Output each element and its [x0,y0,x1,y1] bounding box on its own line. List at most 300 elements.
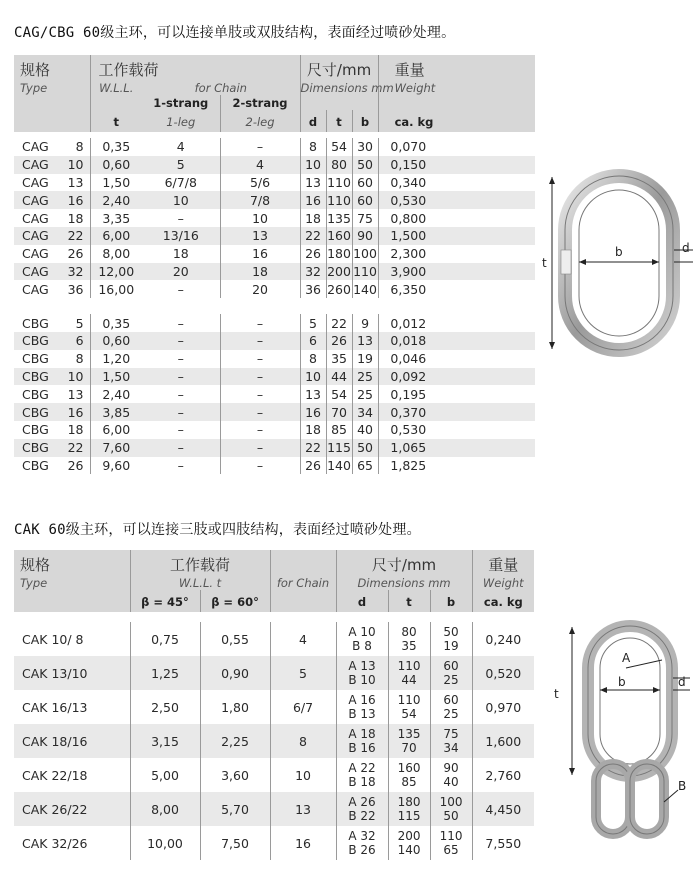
dim-b-value: 40 [352,421,378,439]
dim-t-value: 110 [327,192,351,208]
cag-ring-diagram [538,168,698,368]
dim-d-value: 16 [300,403,326,421]
leg2: 2-leg [245,114,275,129]
type-prefix: CAG [22,174,49,190]
dim-b-value: 30 [352,138,378,156]
weight-value: 0,800 [378,209,448,227]
wll-value: 0,35 [90,138,142,156]
type-prefix: CAG [22,246,49,262]
type-size: 6 [52,332,90,350]
wll-en: W.L.L. [99,81,134,95]
for-chain-value: 5 [270,656,336,690]
cak-weight-value: 1,600 [472,724,534,758]
type-size: 22 [52,439,90,457]
dim-b-pair [430,656,472,690]
chain-2leg: 13 [220,227,300,245]
dim-b-value: 50 [352,156,378,174]
type-prefix: CAG [14,263,52,281]
type-size: 8 [75,139,84,155]
for-chain-value: 6/7 [270,690,336,724]
cak-type: CAK 32/26 [22,835,88,851]
chain-1leg: – [177,386,184,402]
chain-1leg: – [177,422,184,438]
type-prefix: CAG [22,281,49,297]
wll-b45: 5,00 [130,758,200,792]
wll-value: 6,00 [90,421,142,439]
cak-weight-value: 2,760 [472,758,534,792]
wll-value: 6,00 [90,227,142,245]
unit-t: t [113,114,120,129]
cak-table [14,550,534,860]
dim-d-B: B 13 [348,707,376,721]
chain-2leg: 4 [220,156,300,174]
cak-wll-en: W.L.L. t [178,576,222,590]
dim-d-pair [336,792,388,826]
dim-t-pair [388,656,430,690]
dim-d-A: A 16 [348,693,376,707]
dim-d-A: A 13 [348,659,376,673]
weight-value: 1,500 [378,227,448,245]
weight-value: 1,825 [378,457,448,475]
weight-unit: ca. kg [394,114,434,129]
dim-b-value: 25 [352,368,378,386]
weight-value: 0,530 [378,191,448,209]
dim-b-B: 40 [443,775,459,789]
dim-b-value: 19 [352,350,378,368]
chain-2leg: 16 [220,245,300,263]
wll-b45: 2,50 [130,690,200,724]
dim-d-value: 18 [300,421,326,439]
chain-1leg: – [177,210,184,226]
chain-1leg: – [142,439,220,457]
dim-b-A: 100 [439,795,463,809]
dim-b-value: 50 [352,439,378,457]
dim-b-B: 25 [443,707,459,721]
chain-2leg: 20 [220,280,300,298]
table-row [14,314,535,332]
dim-b-A: 110 [439,829,463,843]
dim-d-pair [336,656,388,690]
dim-b-B: 50 [443,809,459,823]
table-row [14,245,535,263]
strang1: 1-strang [153,96,209,110]
dim-b-B: 19 [443,639,459,653]
wll-b60: 0,55 [200,622,270,656]
dim-b-B: 25 [443,673,459,687]
dim-b-pair [430,826,472,860]
wll-b60: 7,50 [200,826,270,860]
chain-1leg: – [177,457,184,473]
weight-en: Weight [394,81,436,95]
wll-value: 1,50 [90,368,142,386]
wll-value: 16,00 [90,280,142,298]
cak-dim-zh: 尺寸/mm [371,556,437,574]
cak-wll-zh: 工作载荷 [170,556,231,574]
for-chain-value: 4 [270,622,336,656]
table-row [14,227,535,245]
type-size: 26 [67,246,84,262]
spec-zh: 规格 [20,61,51,79]
cak-weight-value: 0,520 [472,656,534,690]
dim-b-A: 75 [443,727,459,741]
type-size: 18 [67,422,84,438]
dim-d-pair [336,690,388,724]
table-row [14,209,535,227]
cak-for-chain: for Chain [276,576,330,590]
chain-1leg: – [177,281,184,297]
type-prefix: CAG [14,191,52,209]
dim-t-pair [388,758,430,792]
wll-value: 9,60 [90,457,142,475]
type-prefix: CBG [22,386,49,402]
wll-zh: 工作载荷 [98,61,159,79]
type-size: 22 [52,227,90,245]
dim-t-A: 110 [397,659,421,673]
dim-d-value: 8 [300,138,326,156]
dim-d-pair [336,826,388,860]
dim-b-value: 65 [352,457,378,475]
wll-value: 2,40 [90,385,142,403]
dim-t-B: 115 [397,809,421,823]
wll-value: 12,00 [90,263,142,281]
cak-weight-value: 4,450 [472,792,534,826]
beta45: β = 45° [141,594,189,609]
type-prefix: CAG [14,156,52,174]
wll-b45: 10,00 [130,826,200,860]
weight-value: 0,150 [378,156,448,174]
chain-1leg: 18 [172,246,189,262]
dim-d-value: 16 [300,191,326,209]
type-size: 36 [67,281,84,297]
dim-d-pair [336,622,388,656]
type-size: 16 [52,403,90,421]
weight-value: 0,046 [378,350,448,368]
dim-en: Dimensions mm [300,81,394,95]
dim-d-value: 5 [300,314,326,332]
wll-b60: 5,70 [200,792,270,826]
weight-value: 0,018 [378,332,448,350]
table-row [14,385,535,403]
wll-value: 0,60 [90,156,142,174]
chain-2leg: – [220,457,300,475]
weight-value: 0,195 [378,385,448,403]
table-row [14,826,534,860]
type-size: 10 [52,156,90,174]
cak-spec-en: Type [20,576,48,590]
table-row [14,138,535,156]
weight-zh: 重量 [394,61,425,79]
label-d: d [682,241,690,255]
dim-b-A: 90 [443,761,459,775]
wll-value: 8,00 [90,245,142,263]
dim-d-A: A 18 [348,727,376,741]
dim-t-value: 160 [327,228,351,244]
dim-t-value: 180 [327,246,351,262]
section2-caption: CAK 60级主环，可以连接三肢或四肢结构，表面经过喷砂处理。 [14,522,421,538]
type-size: 18 [67,210,84,226]
dim-d-B: B 8 [352,639,372,653]
dim-b-pair [430,724,472,758]
dim-d-pair [336,724,388,758]
dim-b-pair [430,622,472,656]
beta60: β = 60° [211,594,259,609]
chain-2leg: – [220,385,300,403]
dim-b-value: 13 [352,332,378,350]
chain-1leg: – [142,368,220,386]
dim-b-pair [430,690,472,724]
dim-d-value: 26 [300,245,326,263]
chain-2leg: 10 [220,209,300,227]
section1-caption: CAG/CBG 60级主环，可以连接单肢或双肢结构，表面经过喷砂处理。 [14,25,456,41]
cak-dim-en: Dimensions mm [357,576,451,590]
wll-b45: 8,00 [130,792,200,826]
weight-value: 1,065 [378,439,448,457]
table-row [14,350,535,368]
dim-d-value: 22 [300,227,326,245]
dim-t-pair [388,622,430,656]
strang2: 2-strang [232,96,288,110]
dim-t-value: 140 [327,457,351,473]
dim-t-pair [388,826,430,860]
dim-b-value: 75 [352,209,378,227]
wll-b60: 2,25 [200,724,270,758]
chain-1leg: – [177,351,184,367]
for-chain: for Chain [194,81,247,95]
weight-value: 0,012 [378,314,448,332]
dim-t-value: 70 [326,403,352,421]
dim-t-pair [388,792,430,826]
cak-weight-value: 0,240 [472,622,534,656]
dim-b: b [360,114,370,129]
dim-d-B: B 18 [348,775,376,789]
type-prefix: CBG [22,351,49,367]
dim-t-value: 200 [327,263,351,279]
wll-b45: 1,25 [130,656,200,690]
type-size: 13 [67,386,84,402]
dim-t: t [336,114,342,129]
wll-value: 3,35 [90,209,142,227]
dim-t-A: 110 [397,693,421,707]
dim-d-value: 32 [300,263,326,281]
dim-t-value: 35 [326,350,352,368]
dim-t-A: 80 [401,625,417,639]
dim-t-value: 26 [326,332,352,350]
dim-d-value: 13 [300,385,326,403]
table-row [14,332,535,350]
leg1: 1-leg [166,114,196,129]
dim-t-pair [388,724,430,758]
type-prefix: CBG [14,368,52,386]
cak-weight-zh: 重量 [488,556,519,574]
chain-2leg: – [220,439,300,457]
chain-1leg: – [177,315,184,331]
chain-1leg: 5 [142,156,220,174]
cak-type: CAK 13/10 [14,656,130,690]
dim-d-B: B 26 [348,843,376,857]
dim-t-B: 85 [401,775,417,789]
chain-2leg: – [220,421,300,439]
chain-1leg: – [142,332,220,350]
cak-weight-unit: ca. kg [483,594,523,609]
dim-b-value: 60 [352,174,378,192]
wll-value: 3,85 [90,403,142,421]
table-row [14,174,535,192]
cak-type: CAK 26/22 [14,792,130,826]
wll-value: 0,60 [90,332,142,350]
weight-value: 3,900 [378,263,448,281]
weight-value: 0,370 [378,403,448,421]
type-prefix: CBG [22,457,49,473]
dim-b-pair [430,792,472,826]
dim-d-value: 36 [300,280,326,298]
chain-2leg: – [220,314,300,332]
dim-b-B: 65 [443,843,459,857]
for-chain-value: 8 [270,724,336,758]
dim-t-value: 54 [326,138,352,156]
chain-2leg: 18 [220,263,300,281]
dim-b-value: 9 [352,314,378,332]
type-prefix: CBG [14,403,52,421]
dim-t-value: 22 [326,314,352,332]
dim-d-A: A 32 [348,829,376,843]
dim-b-pair [430,758,472,792]
chain-1leg: – [142,403,220,421]
dim-t-B: 35 [401,639,417,653]
type-prefix: CAG [14,227,52,245]
wll-b60: 1,80 [200,690,270,724]
cak-dim-t: t [406,594,412,609]
spec-en: Type [20,81,48,95]
dim-b-value: 90 [352,227,378,245]
weight-value: 2,300 [378,245,448,263]
cak-type: CAK 10/ 8 [22,631,84,647]
table-row [14,263,535,281]
dim-b-B: 34 [443,741,459,755]
for-chain-value: 10 [270,758,336,792]
dim-t-value: 115 [327,440,351,456]
weight-value: 0,530 [378,421,448,439]
cak-label-t: t [554,687,559,701]
chain-1leg: 20 [142,263,220,281]
dim-d-B: B 10 [348,673,376,687]
dim-b-value: 25 [352,385,378,403]
type-size: 8 [75,351,84,367]
label-t: t [542,256,547,270]
chain-2leg: – [220,350,300,368]
cak-label-d: d [678,675,686,689]
dim-t-A: 135 [397,727,421,741]
dim-t-value: 85 [326,421,352,439]
dim-t-value: 260 [327,281,351,297]
weight-value: 0,340 [378,174,448,192]
dim-t-B: 140 [397,843,421,857]
cak-dim-b: b [446,594,456,609]
dim-d-value: 13 [300,174,326,192]
type-prefix: CBG [22,422,49,438]
chain-2leg: – [220,368,300,386]
dim-t-A: 180 [397,795,421,809]
for-chain-value: 16 [270,826,336,860]
dim-d-value: 22 [300,439,326,457]
cak-dim-d: d [357,594,367,609]
type-prefix: CBG [22,315,49,331]
dim-b-A: 60 [443,693,459,707]
dim-d-value: 26 [300,457,326,475]
chain-2leg: – [220,332,300,350]
table-row [14,421,535,439]
dim-d-value: 10 [300,156,326,174]
label-A: A [622,651,631,665]
table-row [14,457,535,475]
cak-label-b: b [618,675,626,689]
wll-b60: 0,90 [200,656,270,690]
dim-d-A: A 22 [348,761,376,775]
table-row [14,792,534,826]
table-row [14,280,535,298]
table-row [14,690,534,724]
wll-b60: 3,60 [200,758,270,792]
wll-value: 7,60 [90,439,142,457]
wll-b45: 3,15 [130,724,200,758]
wll-value: 1,20 [90,350,142,368]
dim-d-value: 18 [300,209,326,227]
dim-d-value: 6 [300,332,326,350]
label-B: B [678,779,687,793]
cak-weight-value: 7,550 [472,826,534,860]
dim-t-B: 44 [401,673,417,687]
type-size: 13 [67,174,84,190]
wll-value: 2,40 [90,191,142,209]
chain-2leg: 7/8 [220,191,300,209]
dim-t-value: 110 [327,174,351,190]
chain-1leg: 4 [176,139,185,155]
dim-d-B: B 22 [348,809,376,823]
dim-b-value: 100 [353,246,377,262]
dim-b-value: 60 [352,191,378,209]
type-size: 32 [52,263,90,281]
dim-d-A: A 26 [348,795,376,809]
dim-zh: 尺寸/mm [306,61,372,79]
table-row [14,368,535,386]
weight-value: 6,350 [378,280,448,298]
table-row [14,656,534,690]
cag-cbg-table [14,55,535,474]
dim-t-value: 44 [326,368,352,386]
type-size: 10 [52,368,90,386]
cak-type: CAK 18/16 [14,724,130,758]
dim-b-A: 60 [443,659,459,673]
dim-b-value: 110 [353,263,377,279]
table-row [14,758,534,792]
dim-b-value: 140 [353,281,377,297]
dim-d-A: A 10 [348,625,376,639]
table-row [14,156,535,174]
table-row [14,403,535,421]
dim-t-value: 54 [326,385,352,403]
table-row [14,724,534,758]
label-b: b [615,245,623,259]
table-row [14,622,534,656]
dim-t-value: 135 [327,210,351,226]
wll-b45: 0,75 [130,622,200,656]
dim-d: d [308,114,318,129]
dim-t-value: 80 [326,156,352,174]
for-chain-value: 13 [270,792,336,826]
dim-b-value: 34 [352,403,378,421]
type-prefix: CBG [14,439,52,457]
dim-d-value: 10 [300,368,326,386]
dim-d-value: 8 [300,350,326,368]
